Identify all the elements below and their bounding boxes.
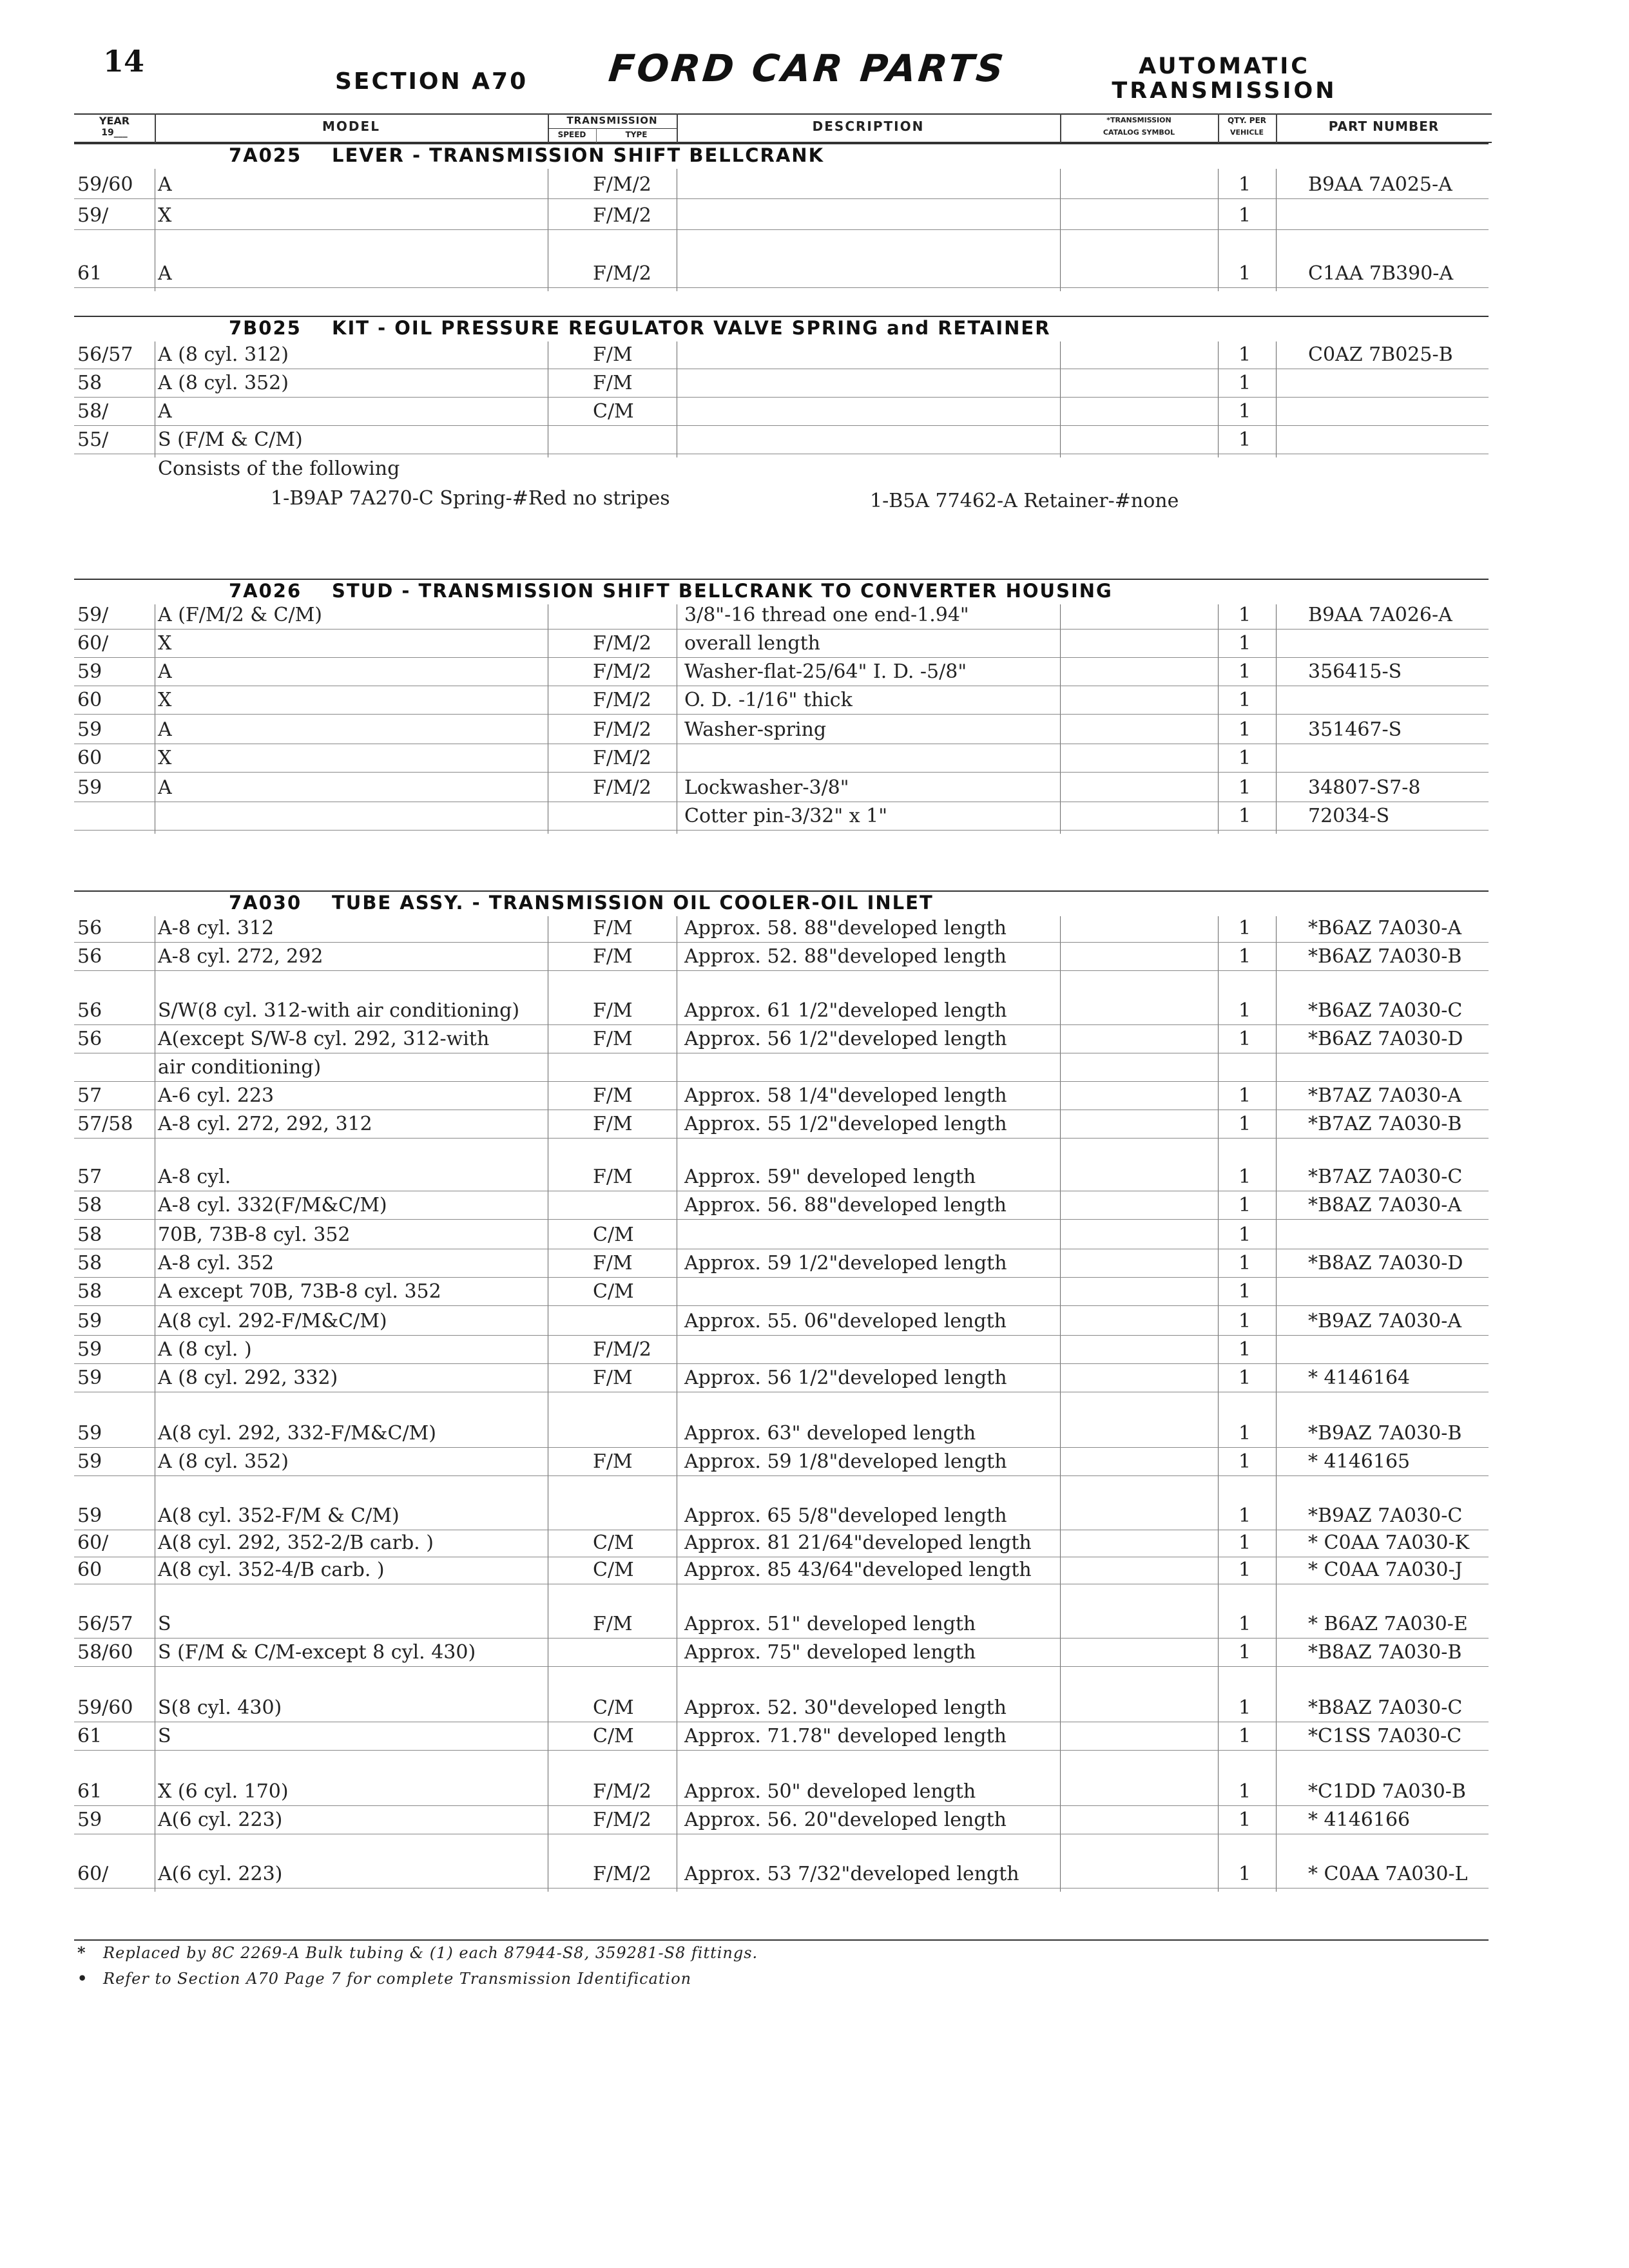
column-divider	[1218, 341, 1219, 457]
category-line-2: TRANSMISSION	[1112, 78, 1337, 104]
speed-type-cell: F/M	[593, 1028, 633, 1050]
description-cell: Approx. 59 1/2"developed length	[684, 1252, 1007, 1274]
part-number-cell: * C0AA 7A030-J	[1308, 1559, 1463, 1581]
part-base-number: 7A025	[229, 144, 302, 166]
description-cell: Approx. 63" developed length	[684, 1422, 976, 1445]
qty-cell: 1	[1239, 917, 1251, 939]
part-number-cell: *B8AZ 7A030-A	[1308, 1194, 1461, 1216]
column-divider	[1276, 604, 1277, 834]
part-number-cell: *B8AZ 7A030-D	[1308, 1252, 1463, 1274]
model-cell: S(8 cyl. 430)	[158, 1696, 282, 1719]
year-cell: 59	[77, 776, 102, 799]
col-qty-1: QTY. PER	[1227, 116, 1267, 125]
part-number-cell: *B6AZ 7A030-B	[1308, 945, 1462, 968]
column-divider	[1218, 169, 1219, 291]
speed-type-cell: C/M	[593, 1224, 634, 1246]
speed-type-cell: C/M	[593, 1559, 634, 1581]
qty-cell: 1	[1239, 1224, 1251, 1246]
part-number-cell: *B6AZ 7A030-A	[1308, 917, 1461, 939]
qty-cell: 1	[1239, 1696, 1251, 1719]
model-cell: S/W(8 cyl. 312-with air conditioning)	[158, 999, 520, 1022]
section-label: SECTION A70	[335, 68, 528, 95]
model-cell: A (F/M/2 & C/M)	[158, 604, 322, 626]
speed-type-cell: F/M/2	[593, 262, 651, 285]
section-heading	[229, 580, 1113, 602]
speed-type-cell: C/M	[593, 1280, 634, 1303]
header-top-rule	[74, 113, 1492, 115]
description-cell: Approx. 75" developed length	[684, 1641, 976, 1664]
col-speed: SPEED	[557, 130, 586, 139]
speed-type-cell: F/M/2	[593, 173, 651, 196]
model-cell: A	[158, 262, 172, 285]
description-cell: Approx. 71.78" developed length	[684, 1725, 1007, 1747]
description-cell: Approx. 56 1/2"developed length	[684, 1028, 1007, 1050]
year-cell: 57	[77, 1166, 102, 1188]
model-cell: A(6 cyl. 223)	[158, 1863, 283, 1885]
model-cell: A (8 cyl. )	[158, 1338, 252, 1361]
description-cell: Approx. 61 1/2"developed length	[684, 999, 1007, 1022]
description-cell: Approx. 65 5/8"developed length	[684, 1504, 1007, 1527]
year-cell: 59	[77, 660, 102, 683]
model-cell: A	[158, 776, 172, 799]
qty-cell: 1	[1239, 428, 1251, 451]
row-rule	[74, 1305, 1489, 1306]
model-cell: A(8 cyl. 292-F/M&C/M)	[158, 1310, 387, 1332]
qty-cell: 1	[1239, 1252, 1251, 1274]
column-divider	[1060, 916, 1061, 1892]
year-cell: 59	[77, 1504, 102, 1527]
row-rule	[74, 397, 1489, 398]
description-cell: Approx. 81 21/64"developed length	[684, 1532, 1032, 1554]
qty-cell: 1	[1239, 1532, 1251, 1554]
description-cell: Approx. 55. 06"developed length	[684, 1310, 1007, 1332]
part-number-cell: *C1DD 7A030-B	[1308, 1780, 1466, 1803]
part-name: KIT - OIL PRESSURE REGULATOR VALVE SPRING and RETAINER	[332, 317, 1051, 339]
row-rule	[74, 772, 1489, 773]
consists-note: 1-B9AP 7A270-C Spring-#Red no stripes	[271, 487, 670, 510]
speed-type-cell: F/M	[593, 1113, 633, 1135]
speed-type-cell: F/M/2	[593, 689, 651, 711]
description-cell: Approx. 52. 88"developed length	[684, 945, 1007, 968]
row-rule	[74, 1750, 1489, 1751]
qty-cell: 1	[1239, 1280, 1251, 1303]
qty-cell: 1	[1239, 1780, 1251, 1803]
description-cell: Cotter pin-3/32" x 1"	[684, 805, 888, 827]
qty-cell: 1	[1239, 776, 1251, 799]
speed-type-cell: F/M	[593, 1084, 633, 1107]
col-model: MODEL	[322, 119, 380, 134]
part-base-number: 7B025	[229, 317, 302, 339]
year-cell: 58	[77, 1280, 102, 1303]
row-rule	[74, 1447, 1489, 1448]
model-cell: A(6 cyl. 223)	[158, 1809, 283, 1831]
column-divider	[1060, 604, 1061, 834]
qty-cell: 1	[1239, 262, 1251, 285]
section-heading	[229, 892, 934, 914]
part-number-cell: B9AA 7A026-A	[1308, 604, 1452, 626]
qty-cell: 1	[1239, 718, 1251, 741]
category-title	[1095, 54, 1353, 103]
model-cell: X	[158, 632, 172, 655]
year-cell: 59/	[77, 204, 109, 227]
speed-type-cell: F/M/2	[593, 204, 651, 227]
speed-type-cell: F/M/2	[593, 660, 651, 683]
qty-cell: 1	[1239, 1809, 1251, 1831]
part-number-cell: *B6AZ 7A030-D	[1308, 1028, 1463, 1050]
column-divider	[1060, 169, 1061, 291]
speed-type-cell: F/M	[593, 945, 633, 968]
transmission-sub-rule	[548, 128, 677, 129]
year-cell: 60	[77, 689, 102, 711]
row-rule	[74, 1335, 1489, 1336]
model-cell: S (F/M & C/M)	[158, 428, 303, 451]
speed-type-cell: F/M	[593, 1450, 633, 1473]
row-rule	[74, 1666, 1489, 1667]
year-cell: 58/60	[77, 1641, 133, 1664]
part-number-cell: 356415-S	[1308, 660, 1402, 683]
qty-cell: 1	[1239, 1725, 1251, 1747]
qty-cell: 1	[1239, 1613, 1251, 1635]
model-cell: A	[158, 718, 172, 741]
year-cell: 59	[77, 1809, 102, 1831]
column-divider	[1218, 916, 1219, 1892]
qty-cell: 1	[1239, 999, 1251, 1022]
qty-cell: 1	[1239, 1863, 1251, 1885]
part-number-cell: *B9AZ 7A030-C	[1308, 1504, 1463, 1527]
consists-note: 1-B5A 77462-A Retainer-#none	[870, 490, 1179, 512]
col-year: YEAR	[99, 115, 130, 127]
column-divider	[1060, 341, 1061, 457]
part-number-cell: *B8AZ 7A030-B	[1308, 1641, 1462, 1664]
row-rule	[74, 198, 1489, 199]
model-cell: A (8 cyl. 312)	[158, 343, 289, 366]
year-cell: 59/	[77, 604, 109, 626]
speed-type-cell: F/M/2	[593, 776, 651, 799]
part-number-cell: C1AA 7B390-A	[1308, 262, 1454, 285]
part-number-cell: B9AA 7A025-A	[1308, 173, 1452, 196]
qty-cell: 1	[1239, 372, 1251, 394]
year-cell: 56/57	[77, 1613, 133, 1635]
qty-cell: 1	[1239, 604, 1251, 626]
row-rule	[74, 1638, 1489, 1639]
col-part-number: PART NUMBER	[1328, 119, 1440, 134]
row-rule	[74, 970, 1489, 971]
part-number-cell: 351467-S	[1308, 718, 1402, 741]
model-cell: A except 70B, 73B-8 cyl. 352	[158, 1280, 441, 1303]
section-heading	[229, 317, 1051, 339]
description-cell: Lockwasher-3/8"	[684, 776, 849, 799]
part-name: STUD - TRANSMISSION SHIFT BELLCRANK TO CONVERTER HOUSING	[332, 580, 1113, 602]
col-qty-2: VEHICLE	[1230, 128, 1264, 137]
qty-cell: 1	[1239, 632, 1251, 655]
model-cell: X (6 cyl. 170)	[158, 1780, 289, 1803]
qty-cell: 1	[1239, 1559, 1251, 1581]
description-cell: O. D. -1/16" thick	[684, 689, 853, 711]
year-cell: 59/60	[77, 173, 133, 196]
footnote-mark: *	[77, 1943, 86, 1962]
col-catalog-symbol-1: *TRANSMISSION	[1106, 116, 1171, 124]
qty-cell: 1	[1239, 1166, 1251, 1188]
model-cell: A (8 cyl. 352)	[158, 372, 289, 394]
part-number-cell: * C0AA 7A030-K	[1308, 1532, 1470, 1554]
row-rule	[74, 287, 1489, 288]
qty-cell: 1	[1239, 1028, 1251, 1050]
model-cell: A-6 cyl. 223	[158, 1084, 275, 1107]
qty-cell: 1	[1239, 1113, 1251, 1135]
description-cell: Approx. 56. 88"developed length	[684, 1194, 1007, 1216]
part-number-cell: *B9AZ 7A030-B	[1308, 1422, 1462, 1445]
model-cell: X	[158, 204, 172, 227]
column-divider	[1276, 169, 1277, 291]
description-cell: Approx. 56. 20"developed length	[684, 1809, 1007, 1831]
description-cell: Approx. 59 1/8"developed length	[684, 1450, 1007, 1473]
speed-type-cell: C/M	[593, 1725, 634, 1747]
qty-cell: 1	[1239, 1450, 1251, 1473]
qty-cell: 1	[1239, 1310, 1251, 1332]
year-cell: 57/58	[77, 1113, 133, 1135]
speed-type-cell: F/M/2	[593, 747, 651, 769]
model-cell: A-8 cyl. 312	[158, 917, 275, 939]
year-cell: 59	[77, 1367, 102, 1389]
speed-type-cell: F/M	[593, 999, 633, 1022]
year-cell: 60/	[77, 1532, 109, 1554]
col-type: TYPE	[625, 130, 648, 139]
description-cell: Approx. 50" developed length	[684, 1780, 976, 1803]
model-cell: A(8 cyl. 352-F/M & C/M)	[158, 1504, 400, 1527]
qty-cell: 1	[1239, 1641, 1251, 1664]
speed-type-cell: F/M	[593, 1252, 633, 1274]
speed-type-cell: C/M	[593, 1532, 634, 1554]
model-cell: A (8 cyl. 352)	[158, 1450, 289, 1473]
model-cell: A	[158, 173, 172, 196]
row-rule	[74, 1219, 1489, 1220]
year-cell: 55/	[77, 428, 109, 451]
model-cell: A(8 cyl. 292, 332-F/M&C/M)	[158, 1422, 436, 1445]
year-cell: 58	[77, 1194, 102, 1216]
consists-note: Consists of the following	[158, 457, 400, 480]
part-number-cell: C0AZ 7B025-B	[1308, 343, 1453, 366]
footnote-text: Replaced by 8C 2269-A Bulk tubing & (1) each 87944-S8, 359281-S8 fittings.	[103, 1944, 758, 1962]
model-cell: S	[158, 1613, 171, 1635]
part-number-cell: *B8AZ 7A030-C	[1308, 1696, 1463, 1719]
qty-cell: 1	[1239, 343, 1251, 366]
description-cell: 3/8"-16 thread one end-1.94"	[684, 604, 969, 626]
model-cell: air conditioning)	[158, 1056, 322, 1079]
model-cell: A(8 cyl. 292, 352-2/B carb. )	[158, 1532, 434, 1554]
year-cell: 60	[77, 747, 102, 769]
model-cell: A	[158, 400, 172, 423]
part-number-cell: *B9AZ 7A030-A	[1308, 1310, 1461, 1332]
footnote-mark: •	[77, 1969, 88, 1988]
model-cell: 70B, 73B-8 cyl. 352	[158, 1224, 351, 1246]
model-cell: A-8 cyl. 272, 292, 312	[158, 1113, 372, 1135]
row-rule	[74, 425, 1489, 426]
model-cell: A-8 cyl.	[158, 1166, 231, 1188]
row-rule	[74, 229, 1489, 230]
speed-type-cell: F/M/2	[593, 1338, 651, 1361]
speed-type-cell: F/M/2	[593, 1863, 651, 1885]
row-rule	[74, 1363, 1489, 1364]
description-cell: Approx. 85 43/64"developed length	[684, 1559, 1032, 1581]
row-rule	[74, 1138, 1489, 1139]
part-number-cell: * 4146165	[1308, 1450, 1411, 1473]
qty-cell: 1	[1239, 1194, 1251, 1216]
year-cell: 59	[77, 718, 102, 741]
col-description: DESCRIPTION	[812, 119, 925, 134]
part-name: LEVER - TRANSMISSION SHIFT BELLCRANK	[332, 144, 825, 166]
qty-cell: 1	[1239, 1338, 1251, 1361]
year-cell: 60	[77, 1559, 102, 1581]
catalog-title: FORD CAR PARTS	[606, 46, 1008, 90]
description-cell: Approx. 55 1/2"developed length	[684, 1113, 1007, 1135]
category-line-1: AUTOMATIC	[1139, 53, 1310, 79]
qty-cell: 1	[1239, 805, 1251, 827]
section-heading	[229, 144, 824, 166]
year-cell: 60/	[77, 1863, 109, 1885]
model-cell: X	[158, 747, 172, 769]
part-number-cell: * C0AA 7A030-L	[1308, 1863, 1468, 1885]
speed-type-cell: F/M	[593, 1613, 633, 1635]
year-cell: 58	[77, 372, 102, 394]
part-base-number: 7A026	[229, 580, 302, 602]
row-rule	[74, 1277, 1489, 1278]
description-cell: overall length	[684, 632, 820, 655]
year-cell: 56	[77, 917, 102, 939]
part-number-cell: * 4146164	[1308, 1367, 1411, 1389]
row-rule	[74, 1024, 1489, 1025]
year-cell: 59	[77, 1422, 102, 1445]
model-cell: A(8 cyl. 352-4/B carb. )	[158, 1559, 385, 1581]
year-cell: 56	[77, 1028, 102, 1050]
speed-type-cell: F/M/2	[593, 1809, 651, 1831]
model-cell: X	[158, 689, 172, 711]
row-rule	[74, 1805, 1489, 1806]
speed-type-cell: F/M/2	[593, 1780, 651, 1803]
footnote-refer	[77, 1969, 691, 1988]
year-cell: 56/57	[77, 343, 133, 366]
year-cell: 59	[77, 1450, 102, 1473]
row-rule	[74, 1081, 1489, 1082]
part-number-cell: 72034-S	[1308, 805, 1390, 827]
qty-cell: 1	[1239, 689, 1251, 711]
row-rule	[74, 657, 1489, 658]
part-name: TUBE ASSY. - TRANSMISSION OIL COOLER-OIL INLET	[332, 892, 934, 914]
part-number-cell: * 4146166	[1308, 1809, 1411, 1831]
row-rule	[74, 830, 1489, 831]
year-cell: 59	[77, 1338, 102, 1361]
qty-cell: 1	[1239, 1367, 1251, 1389]
col-year-sub: 19___	[101, 128, 128, 138]
footnote-rule	[74, 1939, 1489, 1941]
year-cell: 61	[77, 1780, 102, 1803]
year-cell: 59	[77, 1310, 102, 1332]
model-cell: A(except S/W-8 cyl. 292, 312-with	[158, 1028, 490, 1050]
qty-cell: 1	[1239, 173, 1251, 196]
qty-cell: 1	[1239, 660, 1251, 683]
description-cell: Approx. 52. 30"developed length	[684, 1696, 1007, 1719]
speed-type-cell: C/M	[593, 400, 634, 423]
description-cell: Approx. 59" developed length	[684, 1166, 976, 1188]
model-cell: S	[158, 1725, 171, 1747]
model-cell: A	[158, 660, 172, 683]
year-cell: 58	[77, 1224, 102, 1246]
footnote-replaced	[77, 1943, 758, 1962]
footnote-text: Refer to Section A70 Page 7 for complete Transmission Identification	[103, 1970, 692, 1988]
year-cell: 61	[77, 1725, 102, 1747]
description-cell: Approx. 56 1/2"developed length	[684, 1367, 1007, 1389]
qty-cell: 1	[1239, 1422, 1251, 1445]
speed-type-cell: F/M/2	[593, 718, 651, 741]
description-cell: Approx. 51" developed length	[684, 1613, 976, 1635]
year-cell: 59/60	[77, 1696, 133, 1719]
part-number-cell: * B6AZ 7A030-E	[1308, 1613, 1468, 1635]
description-cell: Washer-spring	[684, 718, 827, 741]
model-cell: A (8 cyl. 292, 332)	[158, 1367, 338, 1389]
qty-cell: 1	[1239, 400, 1251, 423]
description-cell: Approx. 53 7/32"developed length	[684, 1863, 1019, 1885]
description-cell: Approx. 58 1/4"developed length	[684, 1084, 1007, 1107]
page-number: 14	[103, 44, 145, 79]
part-base-number: 7A030	[229, 892, 302, 914]
year-cell: 61	[77, 262, 102, 285]
year-cell: 60/	[77, 632, 109, 655]
year-cell: 58/	[77, 400, 109, 423]
part-number-cell: *C1SS 7A030-C	[1308, 1725, 1462, 1747]
model-cell: A-8 cyl. 352	[158, 1252, 275, 1274]
speed-type-cell: F/M	[593, 1367, 633, 1389]
speed-type-cell: F/M	[593, 372, 633, 394]
year-cell: 56	[77, 999, 102, 1022]
part-number-cell: *B6AZ 7A030-C	[1308, 999, 1463, 1022]
part-number-cell: 34807-S7-8	[1308, 776, 1421, 799]
speed-type-cell: C/M	[593, 1696, 634, 1719]
qty-cell: 1	[1239, 1084, 1251, 1107]
column-divider	[1218, 604, 1219, 834]
year-cell: 56	[77, 945, 102, 968]
year-cell: 58	[77, 1252, 102, 1274]
description-cell: Washer-flat-25/64" I. D. -5/8"	[684, 660, 967, 683]
row-rule	[74, 1475, 1489, 1476]
qty-cell: 1	[1239, 945, 1251, 968]
part-number-cell: *B7AZ 7A030-B	[1308, 1113, 1462, 1135]
row-rule	[74, 714, 1489, 715]
column-divider	[1276, 341, 1277, 457]
part-number-cell: *B7AZ 7A030-A	[1308, 1084, 1461, 1107]
speed-type-cell: F/M	[593, 343, 633, 366]
speed-type-cell: F/M	[593, 1166, 633, 1188]
col-catalog-symbol-2: CATALOG SYMBOL	[1103, 128, 1175, 137]
model-cell: A-8 cyl. 272, 292	[158, 945, 323, 968]
year-cell: 57	[77, 1084, 102, 1107]
qty-cell: 1	[1239, 1504, 1251, 1527]
speed-type-cell: F/M	[593, 917, 633, 939]
description-cell: Approx. 58. 88"developed length	[684, 917, 1007, 939]
qty-cell: 1	[1239, 204, 1251, 227]
model-cell: A-8 cyl. 332(F/M&C/M)	[158, 1194, 387, 1216]
model-cell: S (F/M & C/M-except 8 cyl. 430)	[158, 1641, 476, 1664]
speed-type-cell: F/M/2	[593, 632, 651, 655]
col-transmission: TRANSMISSION	[566, 115, 658, 126]
part-number-cell: *B7AZ 7A030-C	[1308, 1166, 1463, 1188]
qty-cell: 1	[1239, 747, 1251, 769]
column-divider	[1276, 916, 1277, 1892]
row-rule	[74, 942, 1489, 943]
